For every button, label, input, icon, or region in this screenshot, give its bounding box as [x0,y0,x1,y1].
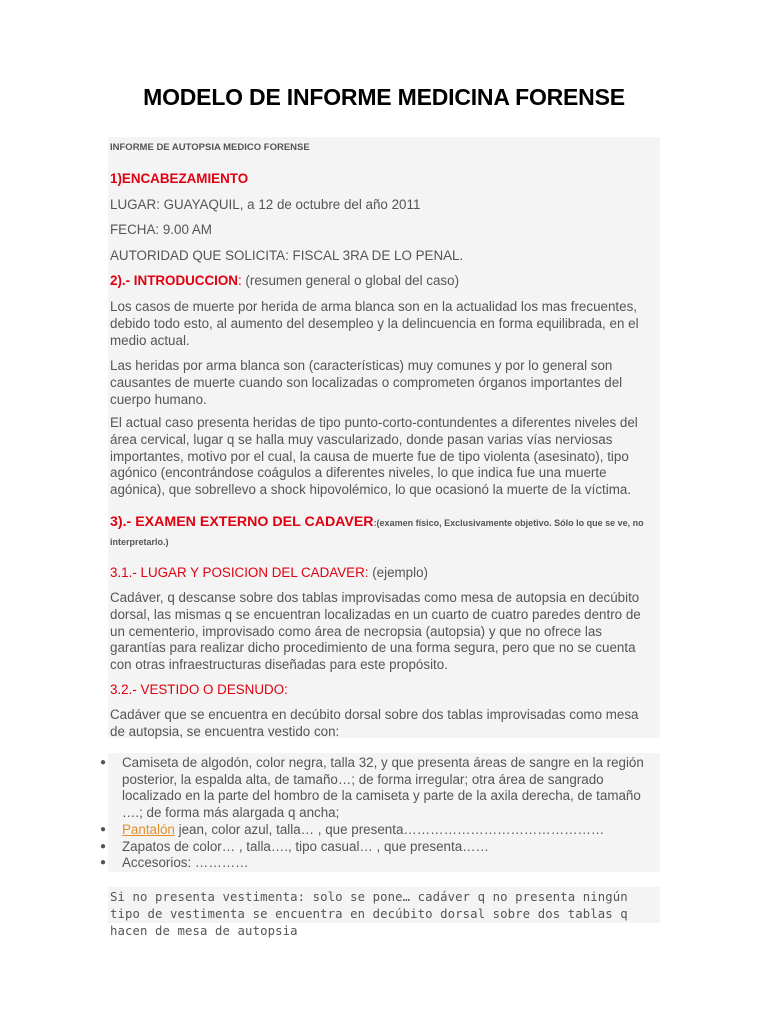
pantalon-link[interactable]: Pantalón [122,821,175,837]
introduccion-colon: : [237,273,242,288]
introduccion-note: (resumen general o global del caso) [241,273,460,288]
intro-paragraph-2: Las heridas por arma blanca son (características) muy comunes y por lo general son causantes de muerte cuando son localizadas o comprometen órganos importantes del cuerpo humano. [110,358,623,407]
list-item [100,839,660,856]
autoridad-line: AUTORIDAD QUE SOLICITA: FISCAL 3RA DE LO PENAL. [110,248,464,263]
list-item-text: jean, color azul, talla… , que presenta……………………………………… [174,821,605,837]
section-heading-examen [110,513,656,551]
list-item-text: Accesorios: ………… [122,855,249,871]
subsection-heading-vestido: 3.2.- VESTIDO O DESNUDO: [110,682,288,697]
list-item-text: Camiseta de algodón, color negra, talla 32, y que presenta áreas de sangre en la región posterior, la espalda alta, de tamaño…; de forma irregular; otra área de sangrado localizado en la parte del hombro de la camiseta y parte de la axila derecha, de tamaño ….; de forma más alargada q ancha; [122,755,644,821]
lugar-posicion-note: (ejemplo) [368,565,429,580]
list-item [100,855,660,872]
subsection-heading-lugar [110,565,656,582]
list-item-text: Zapatos de color… , talla…., tipo casual… , que presenta…… [122,838,489,854]
lugar-line: LUGAR: GUAYAQUIL, a 12 de octubre del año 2011 [110,197,421,212]
report-subtitle: INFORME DE AUTOPSIA MEDICO FORENSE [110,142,310,153]
examen-heading: 3).- EXAMEN EXTERNO DEL CADAVER [110,514,374,530]
list-item [100,755,660,822]
intro-paragraph-3: El actual caso presenta heridas de tipo punto-corto-contundentes a diferentes niveles del área cervical, lugar q se halla muy vascularizado, donde pasan varias vías nerviosas importantes, motivo por el cual, la causa de muerte fue de tipo violenta (asesinato), tipo agónico (encontrándose coágulos a diferentes niveles, lo que indica fue una muerte agónica), que sobrellevo a shock hipovolémico, lo que ocasionó la muerte de la víctima. [110,415,638,498]
lugar-posicion-paragraph: Cadáver, q descanse sobre dos tablas improvisadas como mesa de autopsia en decúbito dorsal, las mismas q se encuentran localizadas en un cuarto de cuatro paredes dentro de un cementerio, improvisado como área de necropsia (autopsia) y que no ofrece las garantías para realizar dicho procedimiento de una forma segura, pero que no se cuenta con otras infraestructuras diseñadas para este propósito. [110,590,641,673]
list-item [100,822,660,839]
lugar-posicion-heading: 3.1.- LUGAR Y POSICION DEL CADAVER: [110,565,369,580]
introduccion-heading: 2).- INTRODUCCION [110,273,238,288]
bullet-icon: ● [100,823,107,835]
final-paragraph: Si no presenta vestimenta: solo se pone… cadáver q no presenta ningún tipo de vestimenta se encuentra en decúbito dorsal sobre dos tablas q hacen de mesa de autopsia [110,890,628,938]
bullet-icon: ● [100,757,107,768]
section-heading-encabezamiento: 1)ENCABEZAMIENTO [110,171,249,186]
clothing-list [100,755,660,872]
bullet-icon: ● [100,857,107,869]
document-title: MODELO DE INFORME MEDICINA FORENSE [143,84,625,110]
examen-note: :(examen físico, Exclusivamente objetivo. Sólo lo que se ve, no interpretarlo.) [110,518,644,547]
intro-paragraph-1: Los casos de muerte por herida de arma blanca son en la actualidad los mas frecuentes, debido todo esto, al aumento del desempleo y la delincuencia en forma equilibrada, en el medio actual. [110,299,639,348]
fecha-line: FECHA: 9.00 AM [110,222,212,237]
section-heading-introduccion [110,273,656,290]
vestido-paragraph: Cadáver que se encuentra en decúbito dorsal sobre dos tablas improvisadas como mesa de autopsia, se encuentra vestido con: [110,707,639,739]
bullet-icon: ● [100,840,107,852]
